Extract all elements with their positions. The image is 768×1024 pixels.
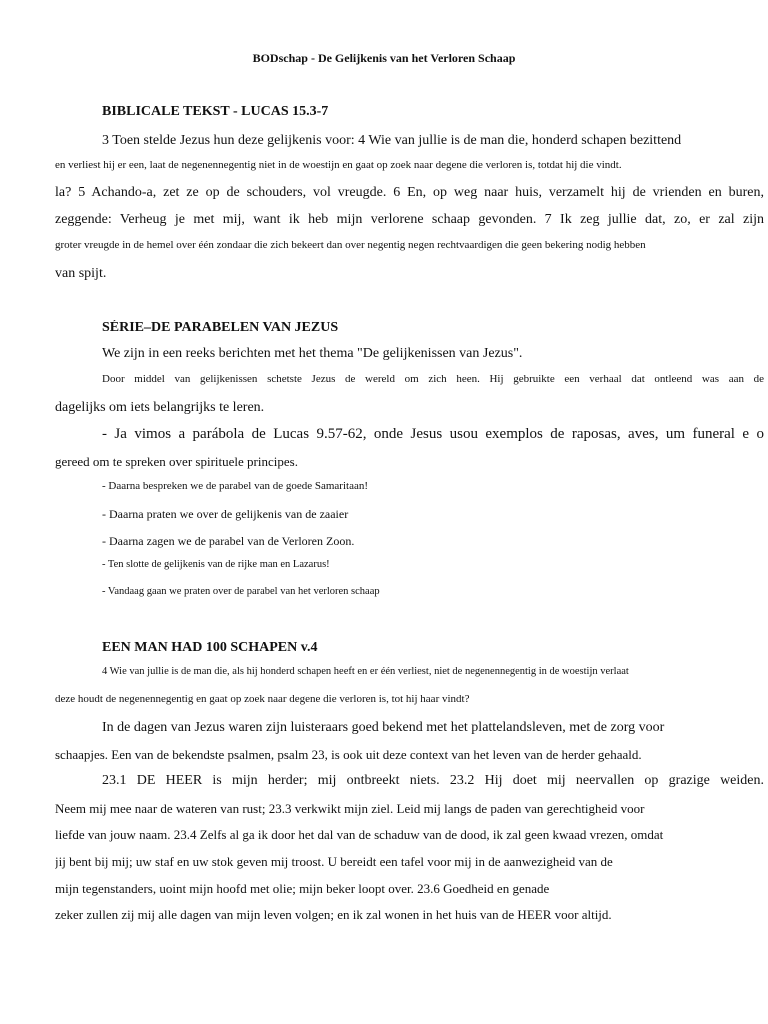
paragraph-line: groter vreugde in de hemel over één zondaar die zich bekeert dan over negentig negen rechtvaardigen die geen bekering nodig hebben <box>55 239 646 251</box>
paragraph-line: liefde van jouw naam. 23.4 Zelfs al ga ik door het dal van de schaduw van de dood, ik zal geen kwaad vrezen, omdat <box>55 827 664 842</box>
paragraph-line: mijn tegenstanders, uoint mijn hoofd met olie; mijn beker loopt over. 23.6 Goedheid en genade <box>55 881 550 896</box>
paragraph-line: en verliest hij er een, laat de negenennegentig niet in de woestijn en gaat op zoek naar degene die verloren is, totdat hij die vindt. <box>55 159 622 171</box>
list-item: - Ten slotte de gelijkenis van de rijke man en Lazarus! <box>102 559 330 570</box>
document-title: BODschap - De Gelijkenis van het Verloren Schaap <box>252 51 516 65</box>
paragraph-line: 4 Wie van jullie is de man die, als hij honderd schapen heeft en er één verliest, niet de negenennegentig in de woestijn verlaat <box>102 666 629 677</box>
section-heading-hundred-sheep: EEN MAN HAD 100 SCHAPEN v.4 <box>102 640 318 655</box>
paragraph-line: gereed om te spreken over spirituele principes. <box>55 454 298 469</box>
paragraph-line: zeggende: Verheug je met mij, want ik heb mijn verlorene schaap gevonden. 7 Ik zeg jullie dat, zo, er zal zijn <box>55 212 764 227</box>
paragraph-line: jij bent bij mij; uw staf en uw stok geven mij troost. U bereidt een tafel voor mij in de aanwezigheid van de <box>55 854 613 869</box>
paragraph-line: schaapjes. Een van de bekendste psalmen, psalm 23, is ook uit deze context van het leven van de herder gehaald. <box>55 747 642 762</box>
paragraph-line: zeker zullen zij mij alle dagen van mijn leven volgen; en ik zal wonen in het huis van de HEER voor altijd. <box>55 907 612 922</box>
paragraph-line: Door middel van gelijkenissen schetste Jezus de wereld om zich heen. Hij gebruikte een verhaal dat ontleend was aan de <box>102 373 764 385</box>
paragraph-line: la? 5 Achando-a, zet ze op de schouders, vol vreugde. 6 En, op weg naar huis, verzamelt hij de vrienden en buren, <box>55 185 764 200</box>
paragraph-line: van spijt. <box>55 266 107 281</box>
paragraph-line: In de dagen van Jezus waren zijn luisteraars goed bekend met het plattelandsleven, met de zorg voor <box>102 720 665 735</box>
section-heading-series: SÉRIE–DE PARABELEN VAN JEZUS <box>102 320 339 335</box>
list-item: - Daarna bespreken we de parabel van de goede Samaritaan! <box>102 480 369 492</box>
paragraph-line: We zijn in een reeks berichten met het thema "De gelijkenissen van Jezus". <box>102 346 523 361</box>
paragraph-line: - Ja vimos a parábola de Lucas 9.57-62, onde Jesus usou exemplos de raposas, aves, um funeral e o <box>102 426 764 442</box>
paragraph-line: Neem mij mee naar de wateren van rust; 23.3 verkwikt mijn ziel. Leid mij langs de paden van gerechtigheid voor <box>55 801 645 816</box>
paragraph-line: dagelijks om iets belangrijks te leren. <box>55 400 265 415</box>
list-item: - Daarna zagen we de parabel van de Verloren Zoon. <box>102 534 355 548</box>
list-item: - Daarna praten we over de gelijkenis van de zaaier <box>102 507 349 521</box>
list-item: - Vandaag gaan we praten over de parabel van het verloren schaap <box>102 586 380 597</box>
section-heading-biblical-text: BIBLICALE TEKST - LUCAS 15.3-7 <box>102 104 329 119</box>
paragraph-line: 23.1 DE HEER is mijn herder; mij ontbreekt niets. 23.2 Hij doet mij neervallen op grazige weiden. <box>102 773 764 788</box>
paragraph-line: deze houdt de negenennegentig en gaat op zoek naar degene die verloren is, tot hij haar vindt? <box>55 693 470 705</box>
paragraph-line: 3 Toen stelde Jezus hun deze gelijkenis voor: 4 Wie van jullie is de man die, honderd schapen bezittend <box>102 133 682 148</box>
